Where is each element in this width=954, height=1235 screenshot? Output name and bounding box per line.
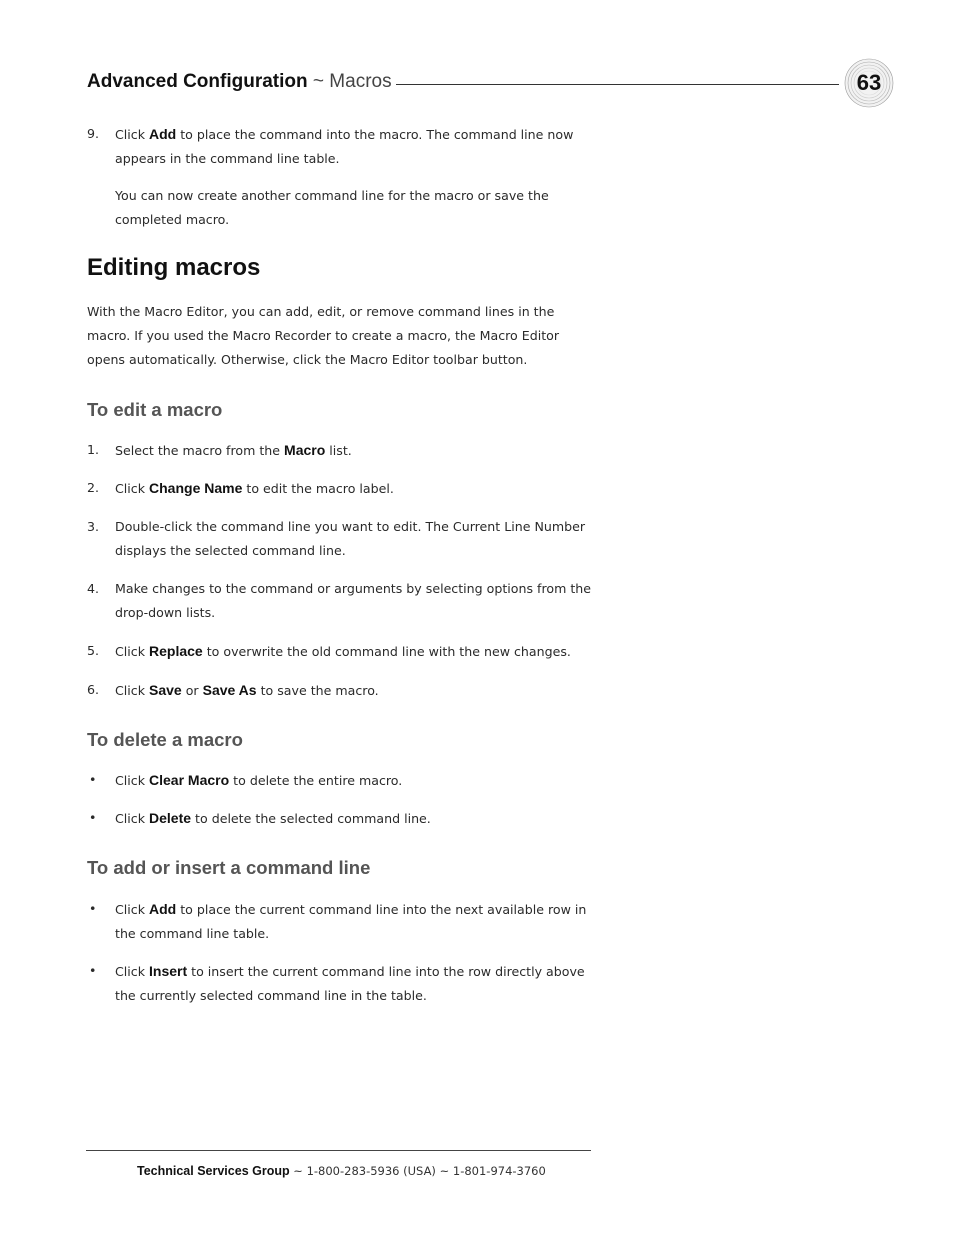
header-title: Advanced Configuration ~ Macros — [87, 71, 392, 92]
footer-org: Technical Services Group — [137, 1164, 290, 1178]
list-item: • Click Delete to delete the selected command line. — [89, 810, 431, 826]
header-section: Macros — [329, 71, 392, 92]
section-title: Editing macros — [87, 254, 261, 281]
list-item: 4. Make changes to the command or arguments by selecting options from the drop-down lists. — [87, 581, 592, 620]
page-number: 63 — [856, 70, 882, 95]
section-intro: With the Macro Editor, you can add, edit, or remove command lines in the macro. If you used the Macro Recorder to create a macro, the Macro Editor opens automatically. Otherwise, click the Macro Editor toolbar button. — [87, 304, 560, 367]
list-item: 2. Click Change Name to edit the macro label. — [87, 480, 394, 496]
footer-rule — [86, 1150, 591, 1151]
list-item: 3. Double-click the command line you want to edit. The Current Line Number displays the selected command line. — [87, 519, 586, 558]
add-heading: To add or insert a command line — [87, 857, 371, 878]
footer-phone-intl: 1-801-974-3760 — [452, 1164, 546, 1178]
list-item: 6. Click Save or Save As to save the macro. — [87, 682, 379, 698]
list-item: 9. Click Add to place the command into the macro. The command line now appears in the command line table. — [87, 126, 574, 166]
page-footer: Technical Services Group ~ 1-800-283-5936 (USA) ~ 1-801-974-3760 — [137, 1164, 546, 1178]
list-item: • Click Clear Macro to delete the entire macro. — [89, 772, 403, 788]
list-item: • Click Add to place the current command line into the next available row in the command line table. — [89, 901, 587, 941]
footer-phone-usa: 1-800-283-5936 (USA) — [306, 1164, 436, 1178]
list-item: 5. Click Replace to overwrite the old command line with the new changes. — [87, 643, 571, 659]
edit-heading: To edit a macro — [87, 399, 223, 420]
list-item: 1. Select the macro from the Macro list. — [87, 442, 352, 458]
page-number-badge — [844, 58, 894, 108]
intro-note: You can now create another command line for the macro or save the completed macro. — [115, 188, 549, 227]
list-item: • Click Insert to insert the current command line into the row directly above the currently selected command line in the table. — [89, 963, 585, 1003]
header-rule — [396, 84, 839, 85]
delete-heading: To delete a macro — [87, 729, 243, 750]
